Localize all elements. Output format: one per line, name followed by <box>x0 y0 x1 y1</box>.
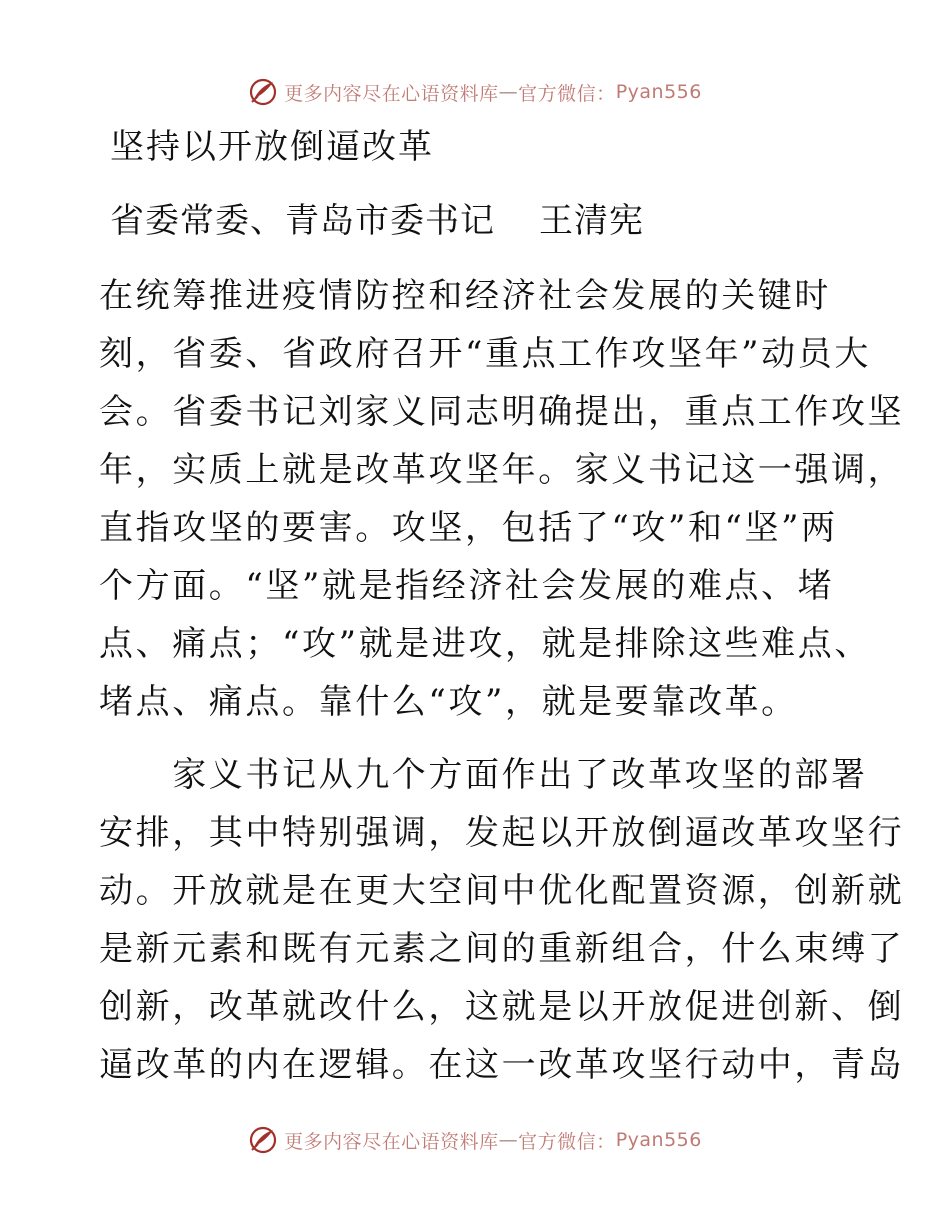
body-line: 创新，改革就改什么，这就是以开放促进创新、倒 <box>99 987 905 1027</box>
body-line: 家义书记从九个方面作出了改革攻坚的部署 <box>99 755 868 795</box>
body-line: 是新元素和既有元素之间的重新组合，什么束缚了 <box>99 929 905 969</box>
watermark-label: 官方微信： <box>518 1130 616 1153</box>
author-line <box>110 196 644 246</box>
feather-pen-logo-icon <box>248 1125 278 1155</box>
body-line: 刻，省委、省政府召开“重点工作攻坚年”动员大 <box>99 334 871 374</box>
document-title: 坚持以开放倒逼改革 <box>110 127 434 167</box>
body-line: 逼改革的内在逻辑。在这一改革攻坚行动中，青岛 <box>99 1045 905 1085</box>
body-line: 直指攻坚的要害。攻坚，包括了“攻”和“坚”两 <box>99 508 838 548</box>
feather-pen-logo-icon <box>248 77 278 107</box>
watermark-account: Pyan556 <box>615 81 702 103</box>
body-line: 个方面。“坚”就是指经济社会发展的难点、堵 <box>99 566 835 606</box>
body-line: 动。开放就是在更大空间中优化配置资源，创新就 <box>99 871 905 911</box>
body-line: 安排，其中特别强调，发起以开放倒逼改革攻坚行 <box>99 813 905 853</box>
body-line: 会。省委书记刘家义同志明确提出，重点工作攻坚 <box>99 392 905 432</box>
watermark-text: 更多内容尽在心语资料库 <box>284 1130 499 1153</box>
watermark-label: 官方微信： <box>518 82 616 105</box>
watermark-text: 更多内容尽在心语资料库 <box>284 82 499 105</box>
body-line: 在统筹推进疫情防控和经济社会发展的关键时 <box>99 276 831 316</box>
footer-watermark <box>0 1120 950 1160</box>
body-line: 点、痛点；“攻”就是进攻，就是排除这些难点、 <box>99 624 871 664</box>
watermark-separator: — <box>498 1129 519 1151</box>
author-name: 王清宪 <box>539 201 644 241</box>
watermark-separator: — <box>498 81 519 103</box>
header-watermark <box>0 72 950 112</box>
body-line: 年，实质上就是改革攻坚年。家义书记这一强调， <box>99 450 905 490</box>
author-position: 省委常委、青岛市委书记 <box>110 201 495 241</box>
watermark-account: Pyan556 <box>615 1129 702 1151</box>
body-line: 堵点、痛点。靠什么“攻”，就是要靠改革。 <box>99 682 798 722</box>
